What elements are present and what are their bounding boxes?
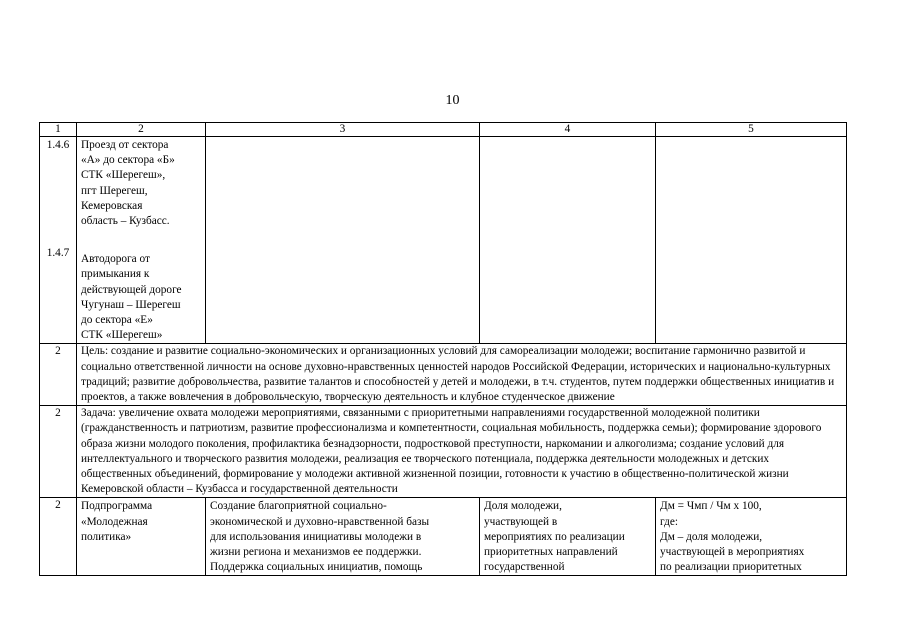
table-row [40, 498, 847, 576]
indicator-formula: Дм = Чмп / Чм х 100, где: Дм – доля молодежи, участвующей в мероприятиях по реализации приоритетных [660, 500, 805, 574]
description-cell [206, 498, 480, 576]
row-number: 2 [40, 406, 77, 498]
table-row [40, 344, 847, 406]
row-number: 2 [40, 344, 77, 406]
object-name: Проезд от сектора «А» до сектора «Б» СТК «Шерегеш», пгт Шерегеш, Кемеровская область – Кузбасс. [81, 139, 175, 228]
row-number-cell [40, 137, 77, 344]
column-header: 2 [77, 123, 206, 137]
document-table [39, 122, 847, 576]
object-name: Автодорога от примыкания к действующей дороге Чугунаш – Шерегеш до сектора «Е» СТК «Шерегеш» [81, 253, 182, 342]
empty-cell [206, 137, 480, 344]
subprogram-name: Подпрограмма «Молодежная политика» [81, 500, 153, 543]
column-header: 1 [40, 123, 77, 137]
empty-cell [480, 137, 656, 344]
subprogram-cell [77, 498, 206, 576]
table-header-row [40, 123, 847, 137]
column-header: 4 [480, 123, 656, 137]
empty-cell [656, 137, 847, 344]
row-number: 1.4.6 [46, 139, 70, 151]
task-text: Задача: увеличение охвата молодежи мероприятиями, связанными с приоритетными направлениями государственной молодежной политики (гражданственность и патриотизм, развитие профессионализма и компетентности, социальная мобильность, поддержка семьи); формирование здорового образа жизни молодого поколения, профилактика безнадзорности, подростковой преступности, наркомании и алкоголизма; создание условий для интеллектуального и творческого развития молодежи, реализация ее творческого потенциала, поддержка деятельности молодежных и детских общественных объединений, формирование у молодежи активной жизненной позиции, готовности к участию в общественно-политической жизни Кемеровской области – Кузбасса и государственной деятельности [77, 406, 847, 498]
row-number: 2 [40, 498, 77, 576]
page-number: 10 [445, 93, 460, 108]
table-row [40, 137, 847, 344]
goal-text: Цель: создание и развитие социально-экономических и организационных условий для самореализации молодежи; воспитание гармонично развитой и социально ответственной личности на основе духовно-нравственных ценностей народов Российской Федерации, исторических и национально-культурных традиций; развитие добровольчества, развитие талантов и способностей у детей и молодежи, в т.ч. студентов, путем поддержки общественных инициатив и проектов, а также вовлечения в добровольческую, творческую деятельность и клубное студенческое движение [77, 344, 847, 406]
indicator-cell [480, 498, 656, 576]
formula-cell [656, 498, 847, 576]
row-number: 1.4.7 [46, 247, 70, 260]
subprogram-description: Создание благоприятной социально- экономической и духовно-нравственной базы для использования инициативы молодежи в жизни региона и механизмов ее поддержки. Поддержка социальных инициатив, помощь [210, 500, 430, 574]
object-name-cell [77, 137, 206, 344]
table-row [40, 406, 847, 498]
column-header: 3 [206, 123, 480, 137]
column-header: 5 [656, 123, 847, 137]
indicator-name: Доля молодежи, участвующей в мероприятиях по реализации приоритетных направлений государственной [484, 500, 625, 574]
